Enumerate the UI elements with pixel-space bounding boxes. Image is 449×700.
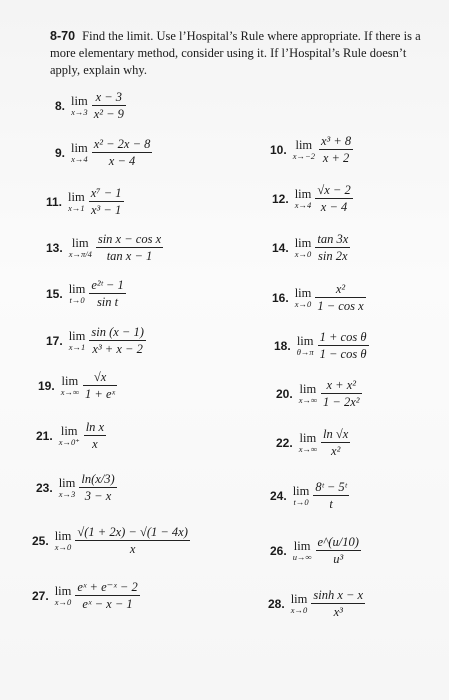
- fraction: $\frac{\ln(x/3)}{3 - x}$: [81, 472, 115, 504]
- problem-17: [46, 325, 146, 357]
- problem-21: [36, 420, 106, 452]
- limit-operator: lim x→π/4: [68, 235, 92, 260]
- problem-25: [32, 525, 190, 557]
- limit-operator: lim x→0: [54, 583, 72, 608]
- problem-10: [270, 134, 353, 166]
- limit-operator: lim x→−2: [292, 137, 315, 162]
- fraction: $\frac{\text{1 + cos θ}}{\text{1 − cos θ}}$: [319, 330, 367, 362]
- problem-number: 24.: [270, 488, 287, 503]
- problem-number: 19.: [38, 378, 55, 393]
- limit-operator: lim x→∞: [298, 381, 318, 406]
- instructions-text: Find the limit. Use l’Hospital’s Rule where appropriate. If there is a more elementary method, consider using it. If l’Hospital’s Rule doesn’t apply, explain why.: [50, 29, 421, 77]
- fraction: $\frac{\text{sin x − cos x}}{\text{tan x − 1}}$: [97, 232, 162, 264]
- fraction: $\frac{\text{x + x²}}{\text{1 − 2x²}}$: [323, 378, 360, 410]
- problem-number: 15.: [46, 286, 63, 301]
- problem-number: 21.: [36, 428, 53, 443]
- fraction: $\frac{√(1 + 2x) - √(1 - 4x)}{x}$: [77, 525, 188, 557]
- problem-number: 14.: [272, 240, 289, 255]
- limit-operator: lim x→4: [71, 140, 88, 165]
- problem-22: [276, 427, 350, 459]
- problem-number: 17.: [46, 333, 63, 348]
- fraction: $\frac{\sin (x - 1)}{\text{x³ + x − 2}}$: [91, 325, 144, 357]
- problem-27: [32, 580, 140, 612]
- problem-19: [38, 370, 117, 402]
- problem-26: [270, 535, 361, 567]
- limit-operator: lim θ→π: [296, 333, 314, 358]
- exercise-instructions: [50, 28, 430, 79]
- problem-12: [272, 183, 353, 215]
- problem-18: [274, 330, 369, 362]
- problem-28: [268, 588, 365, 620]
- limit-operator: lim x→0: [294, 235, 312, 260]
- limit-operator: lim x→0: [54, 528, 72, 553]
- problem-number: 25.: [32, 533, 49, 548]
- problem-number: 11.: [46, 194, 63, 209]
- limit-operator: lim x→0: [290, 591, 308, 616]
- fraction: $\frac{\text{x² − 2x − 8}}{x - 4}$: [93, 137, 151, 169]
- problem-23: [36, 472, 117, 504]
- problem-number: 26.: [270, 543, 287, 558]
- limit-operator: lim x→∞: [298, 430, 318, 455]
- problem-16: [272, 282, 366, 314]
- fraction: $\frac{\text{e²ᵗ − 1}}{\text{sin t}}$: [91, 278, 124, 310]
- fraction: $\frac{x - 3}{\text{x² − 9}}$: [93, 90, 124, 122]
- limit-operator: lim x→1: [68, 189, 85, 214]
- problem-20: [276, 378, 362, 410]
- problem-number: 16.: [272, 290, 289, 305]
- fraction: $\frac{√x - 2}{x - 4}$: [317, 183, 351, 215]
- limit-operator: lim x→4: [294, 186, 312, 211]
- problem-15: [46, 278, 126, 310]
- limit-operator: lim t→0: [68, 281, 86, 306]
- problem-11: [46, 186, 124, 218]
- limit-operator: lim x→0⁺: [58, 423, 80, 448]
- problem-number: 20.: [276, 386, 293, 401]
- fraction: $\frac{√x}{\text{1 + eˣ}}$: [85, 370, 116, 402]
- limit-operator: lim x→3: [58, 475, 76, 500]
- fraction: $\frac{\text{sinh x − x}}{\text{x³}}$: [313, 588, 364, 620]
- problem-24: [270, 480, 349, 512]
- problem-number: 10.: [270, 142, 287, 157]
- fraction: $\frac{\tan 3x}{\sin 2x}$: [317, 232, 349, 264]
- fraction: $\frac{\text{eˣ + e⁻ˣ − 2}}{\text{eˣ − x − 1}}$: [77, 580, 138, 612]
- fraction: $\frac{\ln √x}{\text{x²}}$: [323, 427, 349, 459]
- exercise-range: 8-70: [50, 29, 76, 43]
- fraction: $\frac{\text{ln x}}{x}$: [85, 420, 105, 452]
- limit-operator: lim t→0: [292, 483, 310, 508]
- problem-number: 18.: [274, 338, 291, 353]
- limit-operator: lim x→0: [294, 285, 312, 310]
- problem-13: [46, 232, 163, 264]
- fraction: $\frac{e\^{}(u/10)}{\text{u³}}$: [317, 535, 359, 567]
- fraction: $\frac{\text{x³ + 8}}{x + 2}$: [320, 134, 352, 166]
- limit-operator: lim u→∞: [292, 538, 312, 563]
- fraction: $\frac{\text{x²}}{\text{1 − cos x}}$: [317, 282, 364, 314]
- problem-number: 27.: [32, 588, 49, 603]
- limit-operator: lim x→1: [68, 328, 86, 353]
- problem-14: [272, 232, 350, 264]
- fraction: $\frac{\text{x⁷ − 1}}{\text{x³ − 1}}$: [90, 186, 122, 218]
- problem-number: 28.: [268, 596, 285, 611]
- problem-number: 8.: [55, 98, 66, 113]
- limit-operator: lim x→∞: [60, 373, 80, 398]
- problem-9: [55, 137, 152, 169]
- problem-number: 9.: [55, 145, 66, 160]
- problem-number: 12.: [272, 191, 289, 206]
- limit-operator: lim x→3: [71, 93, 88, 118]
- problem-8: [55, 90, 126, 122]
- problem-number: 22.: [276, 435, 293, 450]
- problem-number: 13.: [46, 240, 63, 255]
- fraction: $\frac{\text{8ᵗ − 5ᵗ}}{t}$: [315, 480, 347, 512]
- problem-number: 23.: [36, 480, 53, 495]
